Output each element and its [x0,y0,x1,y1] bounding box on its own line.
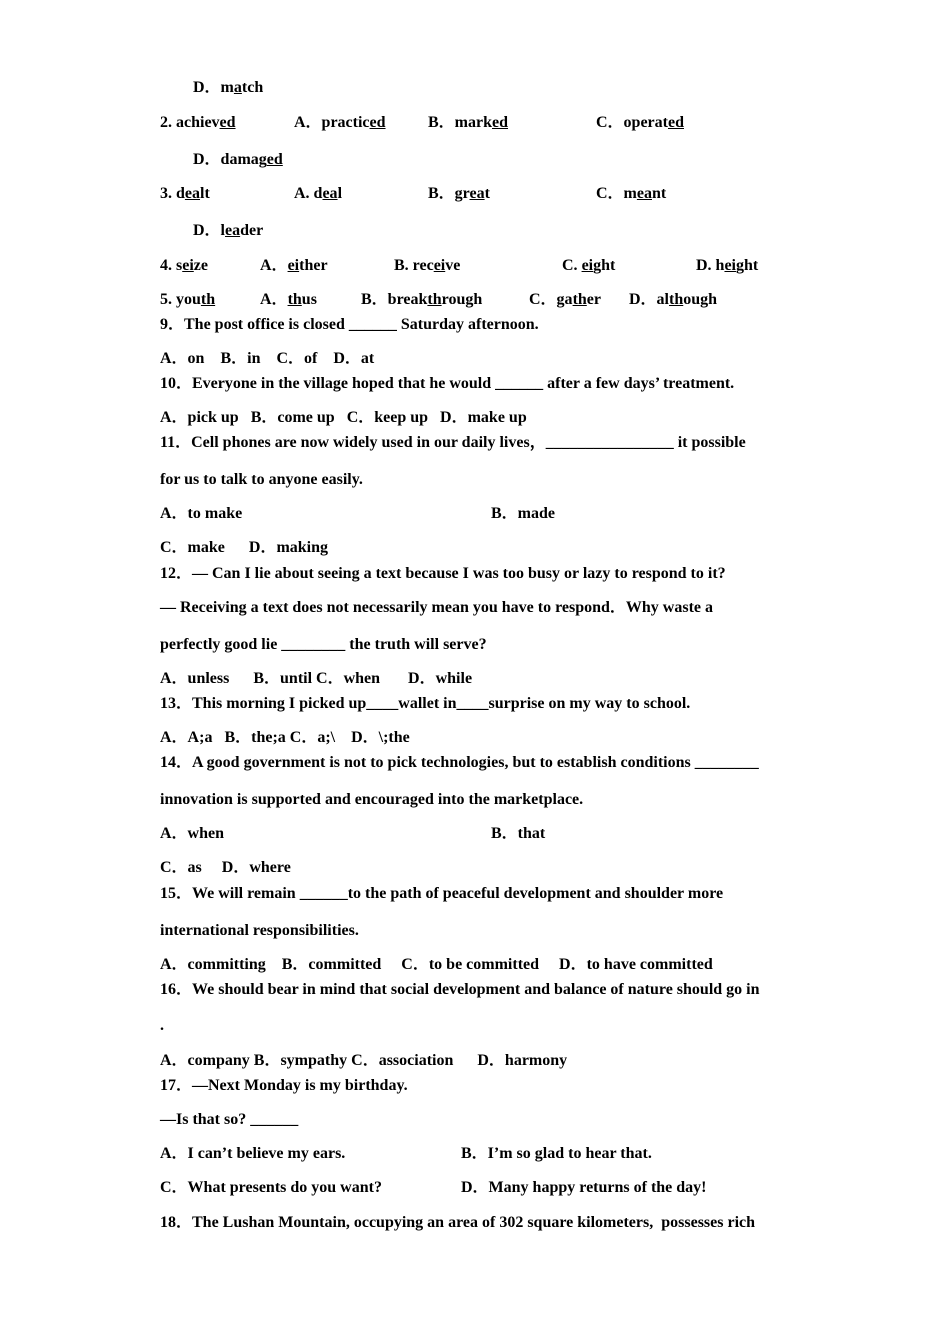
text-line-q18 [160,1213,755,1233]
text-segment: D．Many happy returns of the day! [461,1179,707,1196]
text-line-r3a [160,184,210,204]
underlined-letters: ed [219,114,236,131]
text-segment: D．damag [193,151,267,168]
text-line-q11 [160,433,746,453]
text-segment: A．pick up B．come up C．keep up D．make up [160,409,527,426]
text-segment: C．make D．making [160,539,329,556]
text-line-q15b [160,921,359,941]
text-line-q17b [160,1110,298,1130]
text-segment: A．unless B．until C．when D．while [160,670,473,687]
text-segment: B．break [361,291,428,308]
text-line-q15o [160,955,713,975]
text-line-q13o [160,728,410,748]
text-segment: 9．The post office is closed ______ Saturday afternoon. [160,316,539,333]
text-segment: 16．We should bear in mind that social development and balance of nature should go in [160,981,760,998]
text-segment: A．practic [294,114,370,131]
text-segment: C．as D．where [160,859,291,876]
text-line-r4 [193,221,263,241]
text-segment: A．I can’t believe my ears. [160,1145,346,1162]
text-line-q14oa [160,824,224,844]
text-line-q17od [461,1178,707,1198]
text-segment: B．gr [428,185,470,202]
text-segment: A． [260,257,288,274]
text-line-q15 [160,884,723,904]
text-segment: 3. d [160,185,185,202]
text-segment: A．to make [160,505,243,522]
text-line-q14ob [491,824,545,844]
underlined-letters: ed [369,114,386,131]
text-segment: nt [652,185,667,202]
text-segment: ze [193,257,208,274]
text-segment: A．committing B．committed C．to be committed D．to have committed [160,956,713,973]
text-line-q17oa [160,1144,345,1164]
underlined-letters: ed [668,114,684,131]
text-segment: ve [445,257,461,274]
text-segment: ther [299,257,328,274]
text-line-q16 [160,980,760,1000]
text-segment: rough [441,291,483,308]
text-line-q10 [160,374,734,394]
text-line-r6b [260,290,317,310]
text-segment: 2. achiev [160,114,220,131]
text-segment: 14．A good government is not to pick technologies, but to establish conditions ________ [160,754,759,771]
text-segment: B．made [491,505,556,522]
text-line-q12 [160,564,726,584]
text-segment: A. d [294,185,323,202]
underlined-letters: ea [184,185,201,202]
text-segment: ght [736,257,759,274]
text-line-r3b [294,184,342,204]
underlined-letters: ea [225,222,241,239]
text-line-r5a [160,256,208,276]
text-segment: 10．Everyone in the village hoped that he would ______ after a few days’ treatment. [160,375,735,392]
underlined-letters: ed [492,114,509,131]
underlined-letters: ed [266,151,283,168]
text-segment: 17．—Next Monday is my birthday. [160,1077,408,1094]
text-segment: perfectly good lie ________ the truth will serve? [160,636,487,653]
text-segment: B. rec [394,257,434,274]
text-segment: 15．We will remain ______to the path of peaceful development and shoulder more [160,885,724,902]
text-line-q10o [160,408,527,428]
text-line-q12b [160,598,713,618]
text-line-q9o [160,349,374,369]
text-segment: D. h [696,257,725,274]
underlined-letters: a [233,79,242,96]
text-segment: international responsibilities. [160,922,359,939]
text-segment: C．m [596,185,637,202]
text-segment: B．mark [428,114,493,131]
text-segment: er [586,291,601,308]
text-line-q17oc [160,1178,382,1198]
text-segment: A．when [160,825,225,842]
text-segment: 13．This morning I picked up____wallet in____surprise on my way to school. [160,695,691,712]
text-segment: C．What presents do you want? [160,1179,382,1196]
text-segment: — Receiving a text does not necessarily mean you have to respond．Why waste a [160,599,714,616]
text-line-r1a [160,113,236,133]
underlined-letters: th [427,291,442,308]
underlined-letters: th [572,291,587,308]
text-line-q17ob [461,1144,652,1164]
text-segment: C．ga [529,291,573,308]
text-line-q13 [160,694,690,714]
underlined-letters: ei [433,257,446,274]
text-line-q11ob [491,504,555,524]
text-segment: —Is that so? ______ [160,1111,299,1128]
text-line-r6a [160,290,215,310]
underlined-letters: ei [182,257,194,274]
underlined-letters: ei [724,257,736,274]
text-line-r1d [596,113,684,133]
text-line-r5d [562,256,615,276]
underlined-letters: ei [287,257,300,274]
text-line-r3d [596,184,666,204]
text-segment: 11．Cell phones are now widely used in our daily lives，________________ it possible [160,434,746,451]
text-line-r6c [361,290,482,310]
text-segment: C. [562,257,582,274]
text-line-r1c [428,113,508,133]
underlined-letters: ea [322,185,338,202]
text-segment: t [484,185,490,202]
text-line-q12c [160,635,487,655]
text-segment: A．on B．in C．of D．at [160,350,375,367]
text-segment: D．m [193,79,234,96]
text-line-q14oc [160,858,291,878]
text-line-q14b [160,790,583,810]
underlined-letters: ea [469,185,485,202]
text-line-r5c [394,256,460,276]
text-segment: B．that [491,825,546,842]
text-segment: C．operat [596,114,668,131]
text-line-r5e [696,256,758,276]
text-segment: ough [683,291,718,308]
text-line-r2 [193,150,283,170]
text-segment: A． [260,291,288,308]
text-segment: D．al [629,291,670,308]
text-line-r6d [529,290,601,310]
text-segment: tch [241,79,264,96]
text-line-q11oc [160,538,328,558]
text-segment: 18．The Lushan Mountain, occupying an area of 302 square kilometers, possesses rich [160,1214,756,1231]
text-segment: l [337,185,343,202]
text-segment: . [160,1017,164,1034]
text-segment: innovation is supported and encouraged into the marketplace. [160,791,584,808]
text-segment: 12．— Can I lie about seeing a text because I was too busy or lazy to respond to it? [160,565,726,582]
text-segment: A．A;a B．the;a C．a;\ D．\;the [160,729,410,746]
text-line-r6e [629,290,717,310]
text-line-q16b [160,1016,164,1036]
underlined-letters: ei [581,257,594,274]
text-segment: 4. s [160,257,183,274]
text-segment: A．company B．sympathy C．association D．harmony [160,1052,568,1069]
text-segment: 5. you [160,291,201,308]
text-segment: B．I’m so glad to hear that. [461,1145,652,1162]
text-line-q9 [160,315,539,335]
text-line-q12o [160,669,472,689]
text-segment: ght [593,257,616,274]
text-segment: for us to talk to anyone easily. [160,471,363,488]
text-line-r3c [428,184,490,204]
text-segment: der [240,222,264,239]
text-line-q14 [160,753,759,773]
text-segment: lt [200,185,210,202]
underlined-letters: th [669,291,684,308]
text-line-r1b [294,113,386,133]
text-line-q16o [160,1051,567,1071]
underlined-letters: th [287,291,302,308]
text-line-q11b [160,470,363,490]
text-line-r0 [193,78,263,98]
text-line-r5b [260,256,328,276]
text-segment: us [301,291,317,308]
text-line-q11oa [160,504,242,524]
underlined-letters: ea [636,185,652,202]
text-line-q17 [160,1076,408,1096]
text-segment: D．l [193,222,226,239]
underlined-letters: th [200,291,216,308]
